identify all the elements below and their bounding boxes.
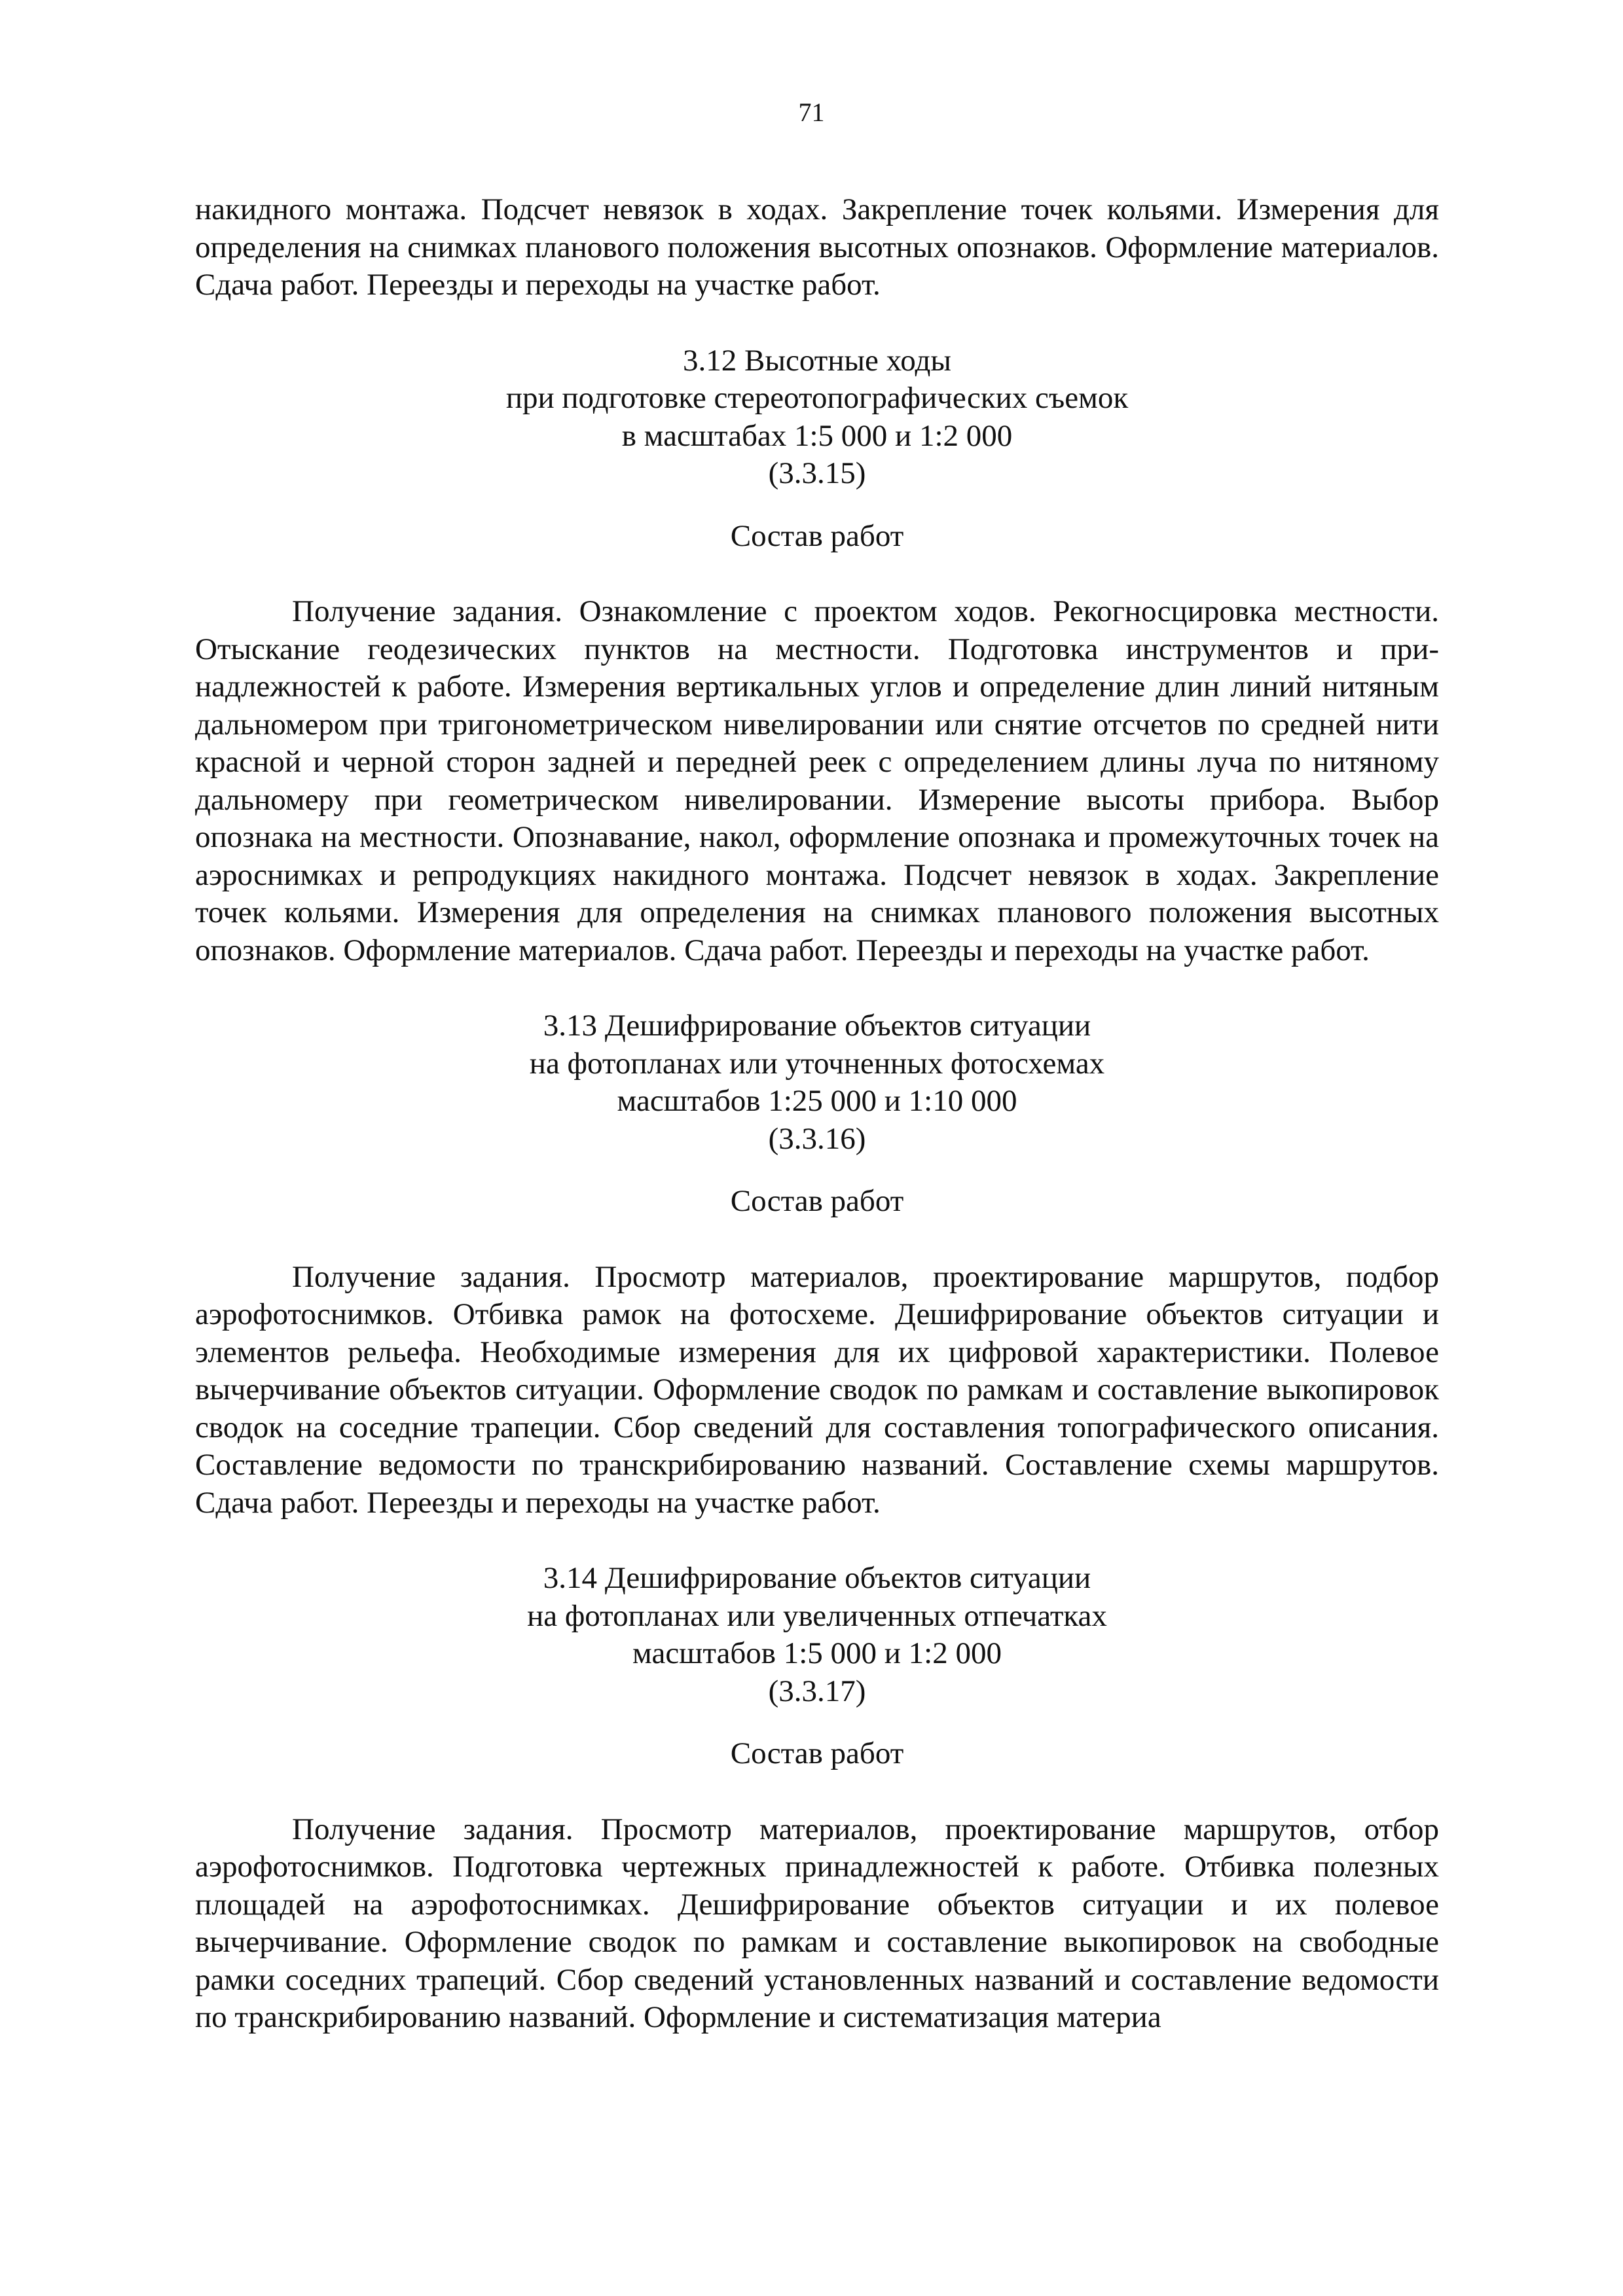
section-title-line: в масштабах 1:5 000 и 1:2 000 [621,418,1013,453]
section-title-line: 3.12 Высотные ходы [683,343,951,378]
section-title-line: на фотопланах или увеличенных отпечатках [527,1598,1107,1633]
section-heading-3-14 [195,1560,1439,1710]
section-heading-3-12 [195,342,1439,493]
page-number: 71 [798,98,825,127]
section-body-paragraph: Получение задания. Ознакомление с проектом ходов. Рекогносцировка местности. Отыскание геодезических пунктов на местности. Подготовка инструментов и принадлежностей к работе. Измерения вертикальных углов и определение длин линий нитяным дальномером при тригонометрическом нивелировании или снятие отсчетов по средней нити красной и черной сторон задней и передней реек с определением длины луча по нитяному дальномеру при геометрическом нивелировании. Измерение высоты прибора. Выбор опознака на местности. Опознавание, накол, оформление опознака и промежуточных точек на аэроснимках и репродукциях накидного монтажа. Подсчет невязок в ходах. Закрепление точек кольями. Измерения для определения на снимках планового положения высотных опознаков. Оформление материалов. Сдача работ. Переезды и переходы на участке работ. [195,594,1439,967]
section-body-paragraph: Получение задания. Просмотр материалов, проектирование маршрутов, отбор аэрофотоснимков. Подготовка чертежных принадлежностей к работе. Отбивка полезных площадей на аэрофотоснимках. Дешифрирование объектов ситуации и их полевое вычерчивание. Оформление сводок по рамкам и составление выкопировок на свободные рамки соседних трапеций. Сбор сведений установленных названий и составление ведомости по транскрибированию названий. Оформление и систематизация материа [195,1812,1439,2034]
section-heading-3-13 [195,1007,1439,1158]
section-code: (3.3.16) [768,1121,866,1156]
section-title-line: 3.13 Дешифрирование объектов ситуации [543,1009,1091,1043]
intro-paragraph: накидного монтажа. Подсчет невязок в ходах. Закрепление точек кольями. Измерения для определения на снимках планового положения высотных опознаков. Оформление материалов. Сдача работ. Переезды и переходы на участке работ. [195,192,1439,302]
section-body-paragraph: Получение задания. Просмотр материалов, проектирование маршрутов, подбор аэрофотоснимков. Отбивка рамок на фотосхеме. Дешифрирование объектов ситуации и элементов рельефа. Необходимые измерения для их цифровой характеристики. Полевое вычерчивание объектов ситуации. Оформление сводок по рамкам и составление выкопировок сводок на соседние трапеции. Сбор сведений для составления топографического описания. Составление ведомости по транскрибированию названий. Составление схемы маршрутов. Сдача работ. Переезды и переходы на участке работ. [195,1259,1439,1520]
section-title-line: масштабов 1:25 000 и 1:10 000 [617,1084,1017,1118]
section-title-line: 3.14 Дешифрирование объектов ситуации [543,1561,1091,1595]
page-content [195,191,1439,2037]
section-subheading: Состав работ [730,1184,904,1218]
section-code: (3.3.17) [768,1674,866,1708]
section-subheading: Состав работ [730,518,904,553]
section-code: (3.3.15) [768,456,866,490]
section-title-line: масштабов 1:5 000 и 1:2 000 [632,1636,1002,1670]
section-subheading: Состав работ [730,1736,904,1770]
section-title-line: при подготовке стереотопографических съемок [505,381,1129,415]
section-title-line: на фотопланах или уточненных фотосхемах [529,1046,1105,1081]
